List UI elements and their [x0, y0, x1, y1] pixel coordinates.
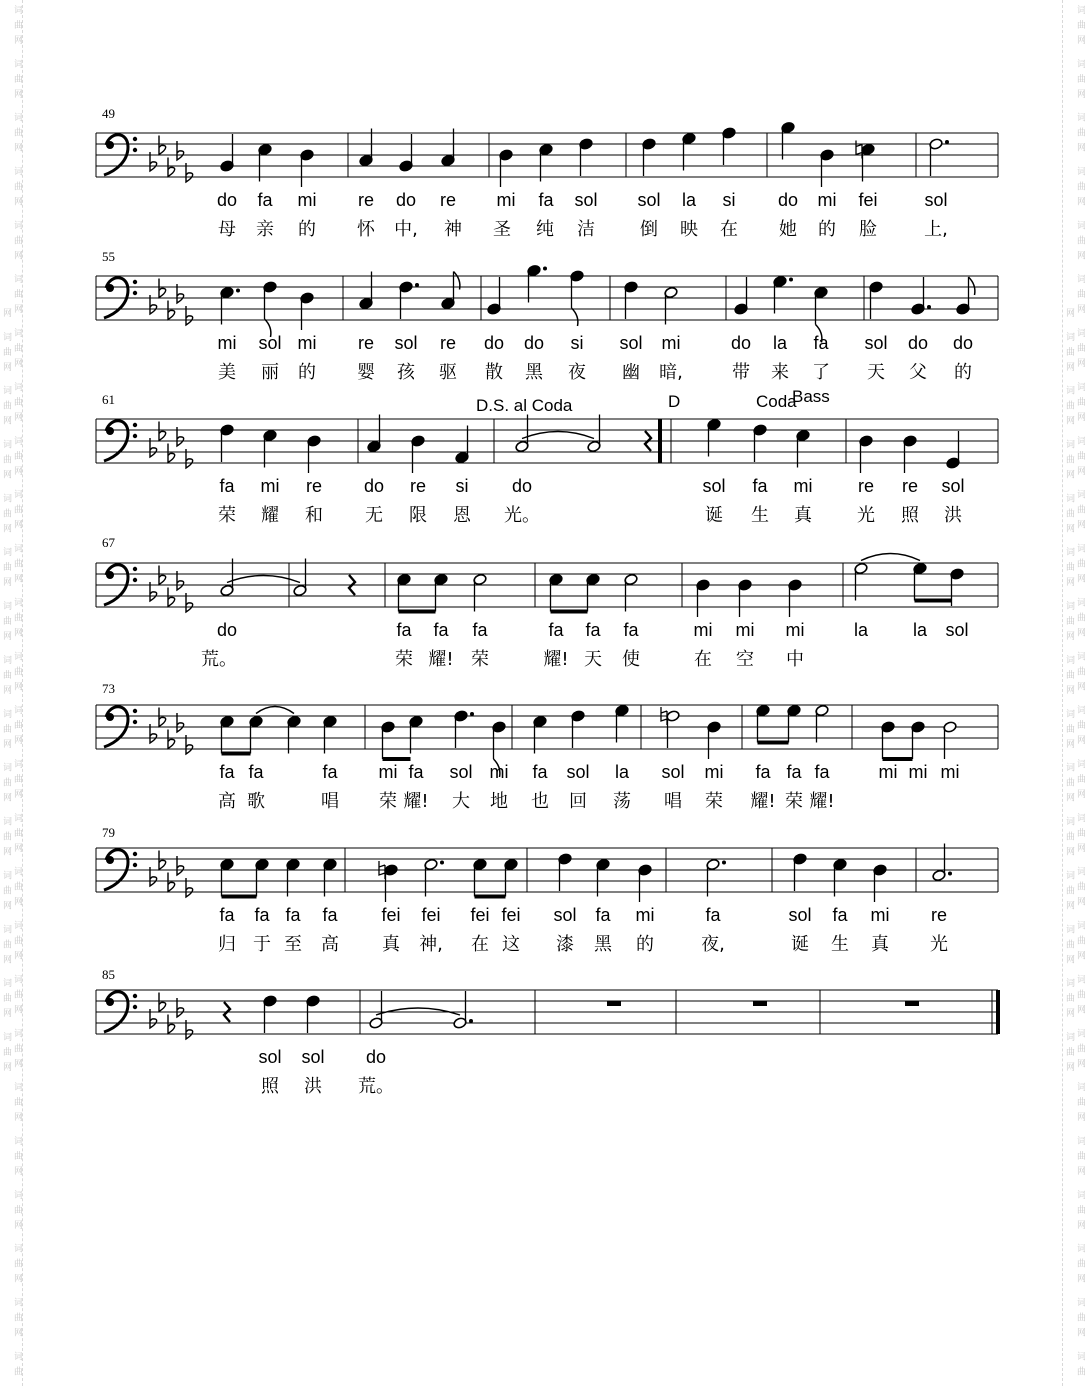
lyric-character: 洪 — [944, 505, 962, 526]
lyric-character: 于 — [253, 934, 271, 955]
solfege-syllable: fei — [381, 905, 401, 925]
lyric-character: 照 — [261, 1076, 279, 1097]
solfege-syllable: fa — [538, 190, 554, 210]
flat-icon — [168, 158, 175, 177]
solfege-syllable: mi — [908, 762, 928, 782]
lyric-character: 上, — [924, 219, 948, 240]
solfege-syllable: sol — [619, 333, 643, 353]
lyric-character: 丽 — [261, 362, 279, 383]
dot — [789, 278, 793, 282]
bass-clef-dot — [133, 434, 137, 438]
lyric-character: 荣 — [395, 649, 413, 670]
solfege-syllable: mi — [785, 620, 805, 640]
solfege-syllable: fa — [832, 905, 848, 925]
staff-system — [96, 554, 998, 618]
lyric-character: 散 — [485, 362, 503, 383]
lyric-character: 这 — [502, 934, 520, 955]
solfege-syllable: sol — [945, 620, 969, 640]
solfege-syllable: mi — [635, 905, 655, 925]
solfege-syllable: mi — [489, 762, 509, 782]
lyric-character: 幽 — [622, 362, 640, 383]
solfege-syllable: mi — [878, 762, 898, 782]
staff-system — [96, 121, 998, 187]
lyric-character: 唱 — [321, 791, 339, 812]
solfege-syllable: re — [857, 476, 875, 496]
flat-icon — [159, 993, 166, 1012]
lyric-character: 荣 — [785, 791, 803, 812]
dot — [945, 140, 949, 144]
lyric-character: 生 — [751, 505, 769, 526]
lyric-character: 荡 — [613, 791, 631, 812]
solfege-syllable: la — [912, 620, 928, 640]
solfege-syllable: fa — [755, 762, 771, 782]
lyric-character: 限 — [409, 505, 427, 526]
solfege-syllable: fei — [421, 905, 441, 925]
lyric-character: 真 — [871, 934, 889, 955]
solfege-syllable: sol — [566, 762, 590, 782]
solfege-syllable: fei — [501, 905, 521, 925]
solfege-syllable: sol — [258, 1047, 282, 1067]
lyric-character: 漆 — [556, 934, 574, 955]
solfege-syllable: fa — [408, 762, 424, 782]
flat-icon — [159, 851, 166, 870]
solfege-syllable: la — [772, 333, 788, 353]
solfege-syllable: si — [455, 476, 469, 496]
watermark-text: 词曲网 词曲网 词曲网 词曲网 词曲网 词曲网 词曲网 词曲网 词曲网 词曲网 词曲网 词曲网 词曲网 词曲网 词曲网 词曲网 词曲网 词曲网 词曲网 词曲网 词曲网 词曲网 词曲网 词曲网 词曲网 词曲网 词曲网 词曲网 词曲网 词曲网 词曲网 词曲网 词曲网 词曲网 词曲网 词曲网 词曲网 词曲网 词曲网 词曲网 — [1064, 4, 1085, 1382]
staff-system — [96, 415, 998, 474]
solfege-syllable: sol — [788, 905, 812, 925]
lyric-character: 歌 — [247, 791, 265, 812]
lyric-character: 中, — [394, 219, 418, 240]
solfege-syllable: la — [614, 762, 630, 782]
lyric-character: 唱 — [664, 791, 682, 812]
dot — [236, 289, 240, 293]
bass-clef-dot — [133, 578, 137, 582]
solfege-syllable: do — [907, 333, 929, 353]
tie — [522, 432, 594, 439]
flat-icon — [168, 444, 175, 463]
solfege-syllable: sol — [637, 190, 661, 210]
lyric-character: 的 — [636, 934, 654, 955]
solfege-syllable: do — [730, 333, 752, 353]
lyric-character: 归 — [218, 934, 236, 955]
bass-clef-dot — [133, 852, 137, 856]
bass-clef-dot — [133, 423, 137, 427]
solfege-syllable: mi — [260, 476, 280, 496]
solfege-syllable: fa — [254, 905, 270, 925]
solfege-syllable: la — [681, 190, 697, 210]
tie — [256, 707, 294, 714]
flat-icon — [168, 588, 175, 607]
lyric-character: 荣 — [471, 649, 489, 670]
solfege-syllable: mi — [940, 762, 960, 782]
lyric-character: 耀! — [809, 791, 835, 812]
lyric-character: 了 — [812, 362, 830, 383]
flat-icon — [168, 301, 175, 320]
solfege-syllable: fa — [532, 762, 548, 782]
dot — [948, 872, 952, 876]
bass-clef-dot — [133, 291, 137, 295]
bass-clef-dot — [133, 709, 137, 713]
measure-number: 67 — [102, 535, 115, 550]
solfege-syllable: mi — [870, 905, 890, 925]
lyric-character: 和 — [305, 505, 323, 526]
lyric-character: 映 — [680, 219, 698, 240]
lyric-character: 亲 — [256, 219, 274, 240]
solfege-syllable: do — [365, 1047, 387, 1067]
flat-icon — [159, 566, 166, 585]
bass-clef-dot — [106, 713, 114, 721]
lyric-character: 诞 — [705, 505, 723, 526]
solfege-syllable: mi — [217, 333, 237, 353]
measure-number: 85 — [102, 967, 115, 982]
lyric-character: 纯 — [536, 219, 554, 240]
lyric-character: 生 — [831, 934, 849, 955]
solfege-syllable: fa — [219, 762, 235, 782]
solfege-syllable: re — [305, 476, 323, 496]
solfege-syllable: do — [216, 620, 238, 640]
staff-system — [96, 844, 998, 903]
measure-number: 55 — [102, 249, 115, 264]
lyric-character: 高 — [218, 791, 236, 812]
lyric-character: 暗, — [659, 362, 683, 383]
lyric-character: 神 — [444, 219, 462, 240]
lyric-character: 的 — [954, 362, 972, 383]
staff-system — [96, 990, 998, 1039]
whole-rest — [607, 1001, 621, 1006]
score-direction: Coda — [756, 392, 797, 411]
dot — [927, 305, 931, 309]
lyric-character: 无 — [365, 505, 383, 526]
solfege-syllable: la — [853, 620, 869, 640]
solfege-syllable: mi — [735, 620, 755, 640]
lyric-character: 至 — [284, 934, 302, 955]
measure-number: 49 — [102, 106, 115, 121]
flat-icon — [168, 1015, 175, 1034]
flat-icon — [159, 708, 166, 727]
solfege-syllable: fa — [585, 620, 601, 640]
lyric-character: 耀! — [403, 791, 429, 812]
lyric-character: 驱 — [439, 362, 457, 383]
lyric-character: 婴 — [357, 362, 375, 383]
solfege-syllable: fa — [548, 620, 564, 640]
lyric-character: 天 — [867, 362, 885, 383]
solfege-syllable: fa — [396, 620, 412, 640]
score-direction: D — [668, 392, 681, 411]
solfege-syllable: fa — [285, 905, 301, 925]
bass-clef-dot — [133, 863, 137, 867]
solfege-syllable: sol — [941, 476, 965, 496]
measure-number: 73 — [102, 681, 115, 696]
solfege-syllable: re — [357, 333, 375, 353]
solfege-syllable: re — [439, 333, 457, 353]
solfege-syllable: fa — [257, 190, 273, 210]
solfege-syllable: sol — [864, 333, 888, 353]
bass-clef-dot — [106, 284, 114, 292]
lyric-character: 怀 — [357, 219, 375, 240]
lyric-character: 高 — [321, 934, 339, 955]
lyric-character: 倒 — [640, 219, 658, 240]
solfege-syllable: do — [523, 333, 545, 353]
solfege-syllable: fa — [595, 905, 611, 925]
lyric-character: 大 — [452, 791, 470, 812]
natural-icon — [856, 141, 862, 159]
bass-clef-dot — [106, 427, 114, 435]
lyric-character: 在 — [694, 649, 712, 670]
lyric-character: 荒。 — [358, 1076, 394, 1097]
solfege-syllable: sol — [449, 762, 473, 782]
bass-clef-dot — [106, 998, 114, 1006]
staff-system — [96, 264, 998, 342]
bass-clef-dot — [133, 720, 137, 724]
flat-icon — [159, 422, 166, 441]
lyric-character: 带 — [732, 362, 750, 383]
solfege-syllable: fa — [248, 762, 264, 782]
flat-icon — [168, 873, 175, 892]
measure-number: 79 — [102, 825, 115, 840]
solfege-syllable: fa — [623, 620, 639, 640]
solfege-syllable: do — [511, 476, 533, 496]
solfege-syllable: mi — [817, 190, 837, 210]
solfege-syllable: sol — [702, 476, 726, 496]
solfege-syllable: sol — [301, 1047, 325, 1067]
lyric-character: 照 — [901, 505, 919, 526]
lyric-character: 真 — [794, 505, 812, 526]
flat-icon — [159, 279, 166, 298]
solfege-syllable: sol — [924, 190, 948, 210]
lyric-character: 使 — [622, 649, 640, 670]
solfege-syllable: si — [570, 333, 584, 353]
score-direction: Bass — [792, 387, 830, 406]
whole-rest — [905, 1001, 919, 1006]
bass-clef-dot — [133, 994, 137, 998]
watermark-text: 词曲网 词曲网 词曲网 词曲网 词曲网 词曲网 词曲网 词曲网 词曲网 词曲网 词曲网 词曲网 词曲网 词曲网 词曲网 词曲网 词曲网 词曲网 词曲网 词曲网 词曲网 词曲网 词曲网 词曲网 词曲网 词曲网 词曲网 词曲网 词曲网 词曲网 词曲网 词曲网 词曲网 词曲网 词曲网 词曲网 词曲网 词曲网 词曲网 词曲网 — [1, 4, 22, 1382]
lyric-character: 脸 — [859, 219, 877, 240]
lyric-character: 的 — [298, 362, 316, 383]
dot — [722, 861, 726, 865]
solfege-syllable: fa — [219, 476, 235, 496]
dot — [469, 1019, 473, 1023]
lyric-character: 荣 — [379, 791, 397, 812]
bass-clef-dot — [133, 280, 137, 284]
dot — [543, 267, 547, 271]
solfege-syllable: fa — [433, 620, 449, 640]
solfege-syllable: fa — [322, 762, 338, 782]
lyric-character: 来 — [771, 362, 789, 383]
solfege-syllable: fa — [752, 476, 768, 496]
solfege-syllable: re — [901, 476, 919, 496]
lyric-character: 孩 — [397, 362, 415, 383]
lyric-character: 荒。 — [201, 649, 237, 670]
solfege-syllable: fei — [858, 190, 878, 210]
solfege-syllable: mi — [704, 762, 724, 782]
solfege-syllable: re — [930, 905, 948, 925]
bass-clef-dot — [133, 148, 137, 152]
flat-icon — [168, 730, 175, 749]
lyric-character: 耀! — [428, 649, 454, 670]
lyric-character: 她 — [779, 219, 797, 240]
lyric-character: 黑 — [594, 934, 612, 955]
solfege-syllable: fa — [705, 905, 721, 925]
solfege-syllable: fa — [322, 905, 338, 925]
lyric-character: 夜, — [701, 934, 725, 955]
lyric-character: 在 — [471, 934, 489, 955]
solfege-syllable: sol — [258, 333, 282, 353]
lyric-character: 洪 — [304, 1076, 322, 1097]
solfege-syllable: si — [722, 190, 736, 210]
lyric-character: 恩 — [453, 505, 471, 526]
lyric-character: 耀! — [543, 649, 569, 670]
lyric-character: 耀 — [261, 505, 279, 526]
lyric-character: 美 — [218, 362, 236, 383]
solfege-syllable: mi — [793, 476, 813, 496]
lyric-character: 洁 — [577, 219, 595, 240]
flat-icon — [159, 136, 166, 155]
bass-clef-dot — [133, 137, 137, 141]
bass-clef-dot — [106, 141, 114, 149]
solfege-syllable: re — [439, 190, 457, 210]
solfege-syllable: do — [777, 190, 799, 210]
solfege-syllable: mi — [496, 190, 516, 210]
solfege-syllable: fa — [814, 762, 830, 782]
lyric-character: 中 — [786, 649, 804, 670]
dot — [470, 712, 474, 716]
lyric-character: 地 — [490, 791, 508, 812]
lyric-character: 夜 — [568, 362, 586, 383]
solfege-syllable: fa — [219, 905, 235, 925]
solfege-syllable: do — [483, 333, 505, 353]
solfege-syllable: fa — [472, 620, 488, 640]
lyric-character: 圣 — [493, 219, 511, 240]
dot — [415, 283, 419, 287]
solfege-syllable: mi — [661, 333, 681, 353]
solfege-syllable: do — [395, 190, 417, 210]
dot — [440, 861, 444, 865]
whole-rest — [753, 1001, 767, 1006]
bass-clef-dot — [133, 1005, 137, 1009]
bass-clef-dot — [133, 567, 137, 571]
bass-clef-dot — [106, 571, 114, 579]
lyric-character: 空 — [736, 649, 754, 670]
tie — [861, 554, 920, 561]
solfege-syllable: mi — [378, 762, 398, 782]
solfege-syllable: re — [357, 190, 375, 210]
score-direction: D.S. al Coda — [476, 396, 573, 415]
lyric-character: 黑 — [525, 362, 543, 383]
solfege-syllable: mi — [297, 333, 317, 353]
lyric-character: 荣 — [218, 505, 236, 526]
solfege-syllable: mi — [693, 620, 713, 640]
lyric-character: 诞 — [791, 934, 809, 955]
lyric-character: 真 — [382, 934, 400, 955]
solfege-syllable: do — [216, 190, 238, 210]
lyric-character: 母 — [218, 219, 236, 240]
solfege-syllable: do — [363, 476, 385, 496]
lyric-character: 耀! — [750, 791, 776, 812]
lyric-character: 神, — [419, 934, 443, 955]
eighth-flag — [969, 277, 975, 295]
solfege-syllable: re — [409, 476, 427, 496]
lyric-character: 光 — [857, 505, 875, 526]
measure-number: 61 — [102, 392, 115, 407]
lyric-character: 光 — [930, 934, 948, 955]
solfege-syllable: sol — [574, 190, 598, 210]
lyric-character: 光。 — [504, 505, 540, 526]
solfege-syllable: fa — [813, 333, 829, 353]
solfege-syllable: fei — [470, 905, 490, 925]
solfege-syllable: mi — [297, 190, 317, 210]
lyric-character: 的 — [818, 219, 836, 240]
solfege-syllable: sol — [661, 762, 685, 782]
lyric-character: 也 — [531, 791, 549, 812]
solfege-syllable: fa — [786, 762, 802, 782]
solfege-syllable: do — [952, 333, 974, 353]
lyric-character: 天 — [584, 649, 602, 670]
solfege-syllable: sol — [394, 333, 418, 353]
lyric-character: 父 — [909, 362, 927, 383]
lyric-character: 的 — [298, 219, 316, 240]
bass-clef-dot — [106, 856, 114, 864]
lyric-character: 在 — [720, 219, 738, 240]
lyric-character: 回 — [569, 791, 587, 812]
solfege-syllable: sol — [553, 905, 577, 925]
lyric-character: 荣 — [705, 791, 723, 812]
eighth-flag — [572, 308, 578, 326]
